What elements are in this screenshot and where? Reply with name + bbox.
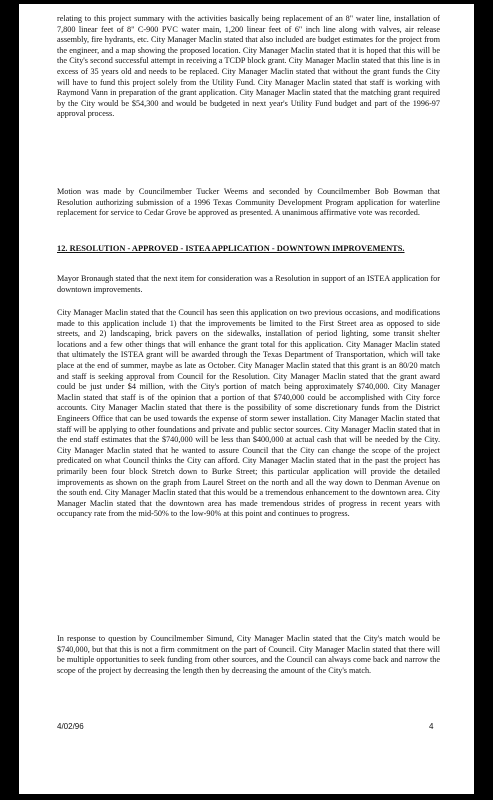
page-number: 4 (429, 722, 434, 731)
document-page (19, 4, 474, 794)
mayor-paragraph: Mayor Bronaugh stated that the next item for consideration was a Resolution in support of an ISTEA application for downtown improvements. (57, 274, 440, 294)
manager-paragraph: City Manager Maclin stated that the Council has seen this application on two previous occasions, and modifications made to this application include 1) that the improvements be limited to the First Street area as opposed to side streets, and 2) landscaping, brick pavers on the sidewalks, installation of period lighting, some transit shelter locations and a few other things that will enhance the grant total for this application. City Manager Maclin stated that ultimately the ISTEA grant will be awarded through the Texas Department of Transportation, which will take place at the end of summer, maybe as late as October. City Manager Maclin stated that this grant is an 80/20 match and staff is seeking approval from Council for the Resolution. City Manager Maclin stated that the grant award could be just under $4 million, with the City's portion of match being approximately $740,000. City Manager Maclin stated that staff is of the opinion that a portion of that $740,000 could be accomplished with City force accounts. City Manager Maclin stated that there is the possibility of some discretionary funds from the District Engineers Office that can be used towards the expense of storm sewer installation. City Manager Maclin stated that staff will be applying to other foundations and private and public sector sources. City Manager Maclin stated that in the end staff estimates that the $740,000 will be less than $400,000 at actual cash that will be needed by the City. City Manager Maclin stated that he wanted to assure Council that the City can change the scope of the project predicated on what Council thinks the City can afford. City Manager Maclin stated that in the past the project has primarily been four block Stretch down to Burke Street; this particular application will provide the detailed improvements as shown on the graph from Laurel Street on the north and all the way down to Denman Avenue on the south end. City Manager Maclin stated that this would be a tremendous enhancement to the downtown area. City Manager Maclin stated that the downtown area has made tremendous strides of progress in recent years with occupancy rate from the mid-50% to the low-90% at this point and continues to progress. (57, 308, 440, 519)
response-paragraph: In response to question by Councilmember Simund, City Manager Maclin stated that the City's match would be $740,000, but that this is not a firm commitment on the part of Council. City Manager Maclin stated that there will be multiple opportunities to seek funding from other sources, and the Council can always come back and narrow the scope of the project by decreasing the length then by decreasing the amount of the City's match. (57, 634, 440, 675)
section-heading: 12. RESOLUTION - APPROVED - ISTEA APPLICATION - DOWNTOWN IMPROVEMENTS. (57, 244, 405, 253)
footer-date: 4/02/96 (57, 722, 84, 731)
motion-paragraph: Motion was made by Councilmember Tucker Weems and seconded by Councilmember Bob Bowman that Resolution authorizing submission of a 1996 Texas Community Development Program application for waterline replacement for service to Cedar Grove be approved as presented. A unanimous affirmative vote was recorded. (57, 187, 440, 218)
intro-paragraph: relating to this project summary with the activities basically being replacement of an 8" water line, installation of 7,800 linear feet of 8" C-900 PVC water main, 1,200 linear feet of 6" inch line along with valves, air release assembly, fire hydrants, etc. City Manager Maclin stated that also included are budget estimates for the project from the engineer, and a map showing the proposed location. City Manager Maclin stated that it is hoped that this will be the City's second successful attempt in receiving a TCDP block grant. City Manager Maclin stated that this line is in excess of 35 years old and needs to be replaced. City Manager Maclin stated that without the grant funds the City will have to fund this project solely from the Utility Fund. City Manager Maclin stated that staff is working with Raymond Vann in preparation of the grant application. City Manager Maclin stated that the matching grant required by the City would be $54,300 and would be budgeted in next year's Utility Fund budget and part of the 1996-97 approval process. (57, 14, 440, 119)
